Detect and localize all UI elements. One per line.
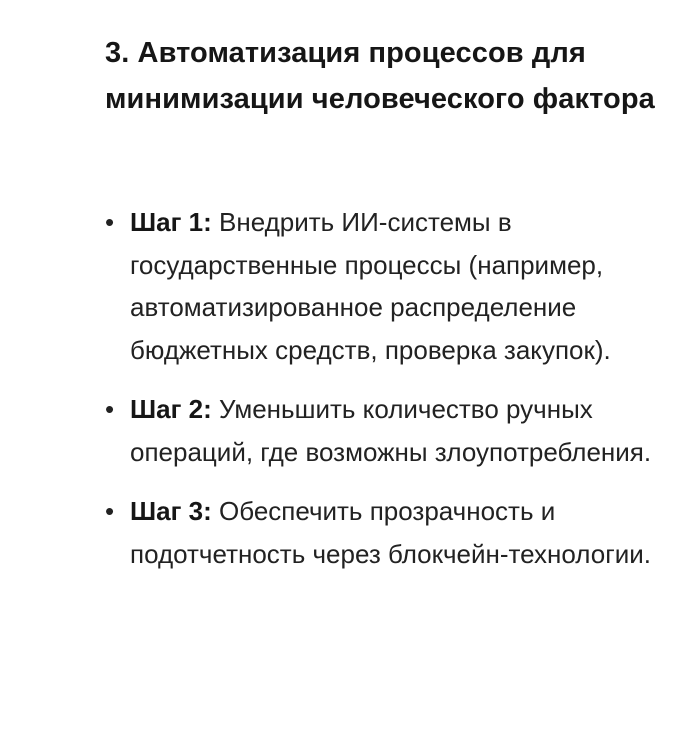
- step-item: [105, 201, 680, 371]
- step-title: Шаг 1:: [130, 207, 212, 237]
- step-item: [105, 490, 680, 575]
- section-heading: 3. Автоматизация процессов для минимизации человеческого фактора: [105, 37, 655, 115]
- step-title: Шаг 2:: [130, 394, 212, 424]
- steps-list: [105, 201, 680, 575]
- step-text: Уменьшить количество ручных операций, где возможны злоупотребления.: [130, 394, 652, 467]
- step-item: [105, 388, 680, 473]
- section: [105, 30, 685, 122]
- bullet-icon: •: [105, 207, 115, 237]
- step-text: Обеспечить прозрачность и подотчетность через блокчейн-технологии.: [130, 496, 651, 569]
- bullet-icon: •: [105, 496, 115, 526]
- step-text: Внедрить ИИ-системы в государственные процессы (например, автоматизированное распределение бюджетных средств, проверка закупок).: [130, 207, 611, 365]
- step-title: Шаг 3:: [130, 496, 212, 526]
- bullet-icon: •: [105, 394, 115, 424]
